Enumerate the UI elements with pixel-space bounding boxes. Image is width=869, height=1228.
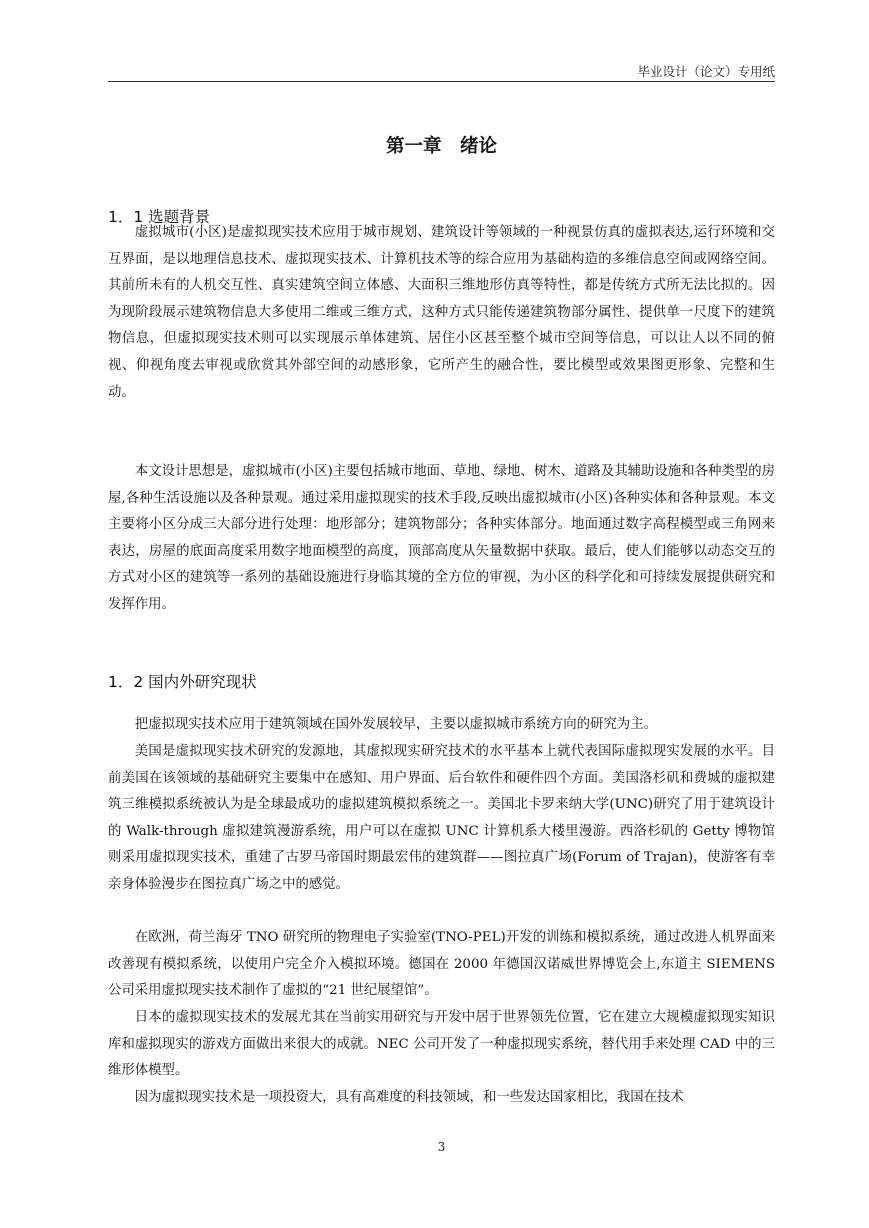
page-number: 3: [437, 1140, 446, 1154]
paragraph-1-1-b: 本文设计思想是，虚拟城市(小区)主要包括城市地面、草地、绿地、树木、道路及其辅助设施和各种类型的房屋,各种生活设施以及各种景观。通过采用虚拟现实的技术手段,反映出虚拟城市(小区)各种实体和各种景观。本文主要将小区分成三大部分进行处理：地形部分；建筑物部分；各种实体部分。地面通过数字高程模型或三角网来表达，房屋的底面高度采用数字地面模型的高度，顶部高度从矢量数据中获取。最后，使人们能够以动态交互的方式对小区的建筑等一系列的基础设施进行身临其境的全方位的审视，为小区的科学化和可持续发展提供研究和发挥作用。: [108, 464, 775, 612]
section-heading-1-1: 1．1 选题背景: [108, 208, 211, 226]
paragraph-1-2-d: 日本的虚拟现实技术的发展尤其在当前实用研究与开发中居于世界领先位置，它在建立大规模虚拟现实知识库和虚拟现实的游戏方面做出来很大的成就。NEC 公司开发了一种虚拟现实系统，替代用手来处理 CAD 中的三维形体模型。: [108, 1010, 775, 1079]
paragraph-1-2-b: 美国是虚拟现实技术研究的发源地，其虚拟现实研究技术的水平基本上就代表国际虚拟现实发展的水平。目前美国在该领域的基础研究主要集中在感知、用户界面、后台软件和硬件四个方面。美国洛杉矶和费城的虚拟建筑三维模拟系统被认为是全球最成功的虚拟建筑模拟系统之一。美国北卡罗来纳大学(UNC)研究了用于建筑设计的 Walk-through 虚拟建筑漫游系统，用户可以在虚拟 UNC 计算机系大楼里漫游。西洛杉矶的 Getty 博物馆则采用虚拟现实技术，重建了古罗马帝国时期最宏伟的建筑群——图拉真广场(Forum of Trajan)，使游客有幸亲身体验漫步在图拉真广场之中的感觉。: [108, 744, 775, 892]
chapter-title: 第一章 绪论: [385, 136, 497, 157]
running-header: 毕业设计（论文）专用纸: [637, 64, 775, 79]
section-heading-1-2: 1．2 国内外研究现状: [108, 673, 257, 691]
paragraph-1-1-a: 虚拟城市(小区)是虚拟现实技术应用于城市规划、建筑设计等领域的一种视景仿真的虚拟表达,运行环境和交互界面，是以地理信息技术、虚拟现实技术、计算机技术等的综合应用为基础构造的多维信息空间或网络空间。其前所未有的人机交互性、真实建筑空间立体感、大面积三维地形仿真等特性，都是传统方式所无法比拟的。因为现阶段展示建筑物信息大多使用二维或三维方式，这种方式只能传递建筑物部分属性、提供单一尺度下的建筑物信息，但虚拟现实技术则可以实现展示单体建筑、居住小区甚至整个城市空间等信息，可以让人以不同的俯视、仰视角度去审视或欣赏其外部空间的动感形象，它所产生的融合性，要比模型或效果图更形象、完整和生动。: [108, 225, 775, 400]
header-rule: [108, 81, 775, 82]
paragraph-1-2-a: 把虚拟现实技术应用于建筑领域在国外发展较早，主要以虚拟城市系统方向的研究为主。: [134, 717, 658, 732]
paragraph-1-2-c: 在欧洲，荷兰海牙 TNO 研究所的物理电子实验室(TNO-PEL)开发的训练和模拟系统，通过改进人机界面来改善现有模拟系统，以使用户完全介入模拟环境。德国在 2000 年德国汉诺威世界博览会上,东道主 SIEMENS 公司采用虚拟现实技术制作了虚拟的“21 世纪展望馆”。: [108, 930, 775, 999]
paragraph-1-2-e: 因为虚拟现实技术是一项投资大，具有高难度的科技领域，和一些发达国家相比，我国在技术: [134, 1090, 684, 1105]
